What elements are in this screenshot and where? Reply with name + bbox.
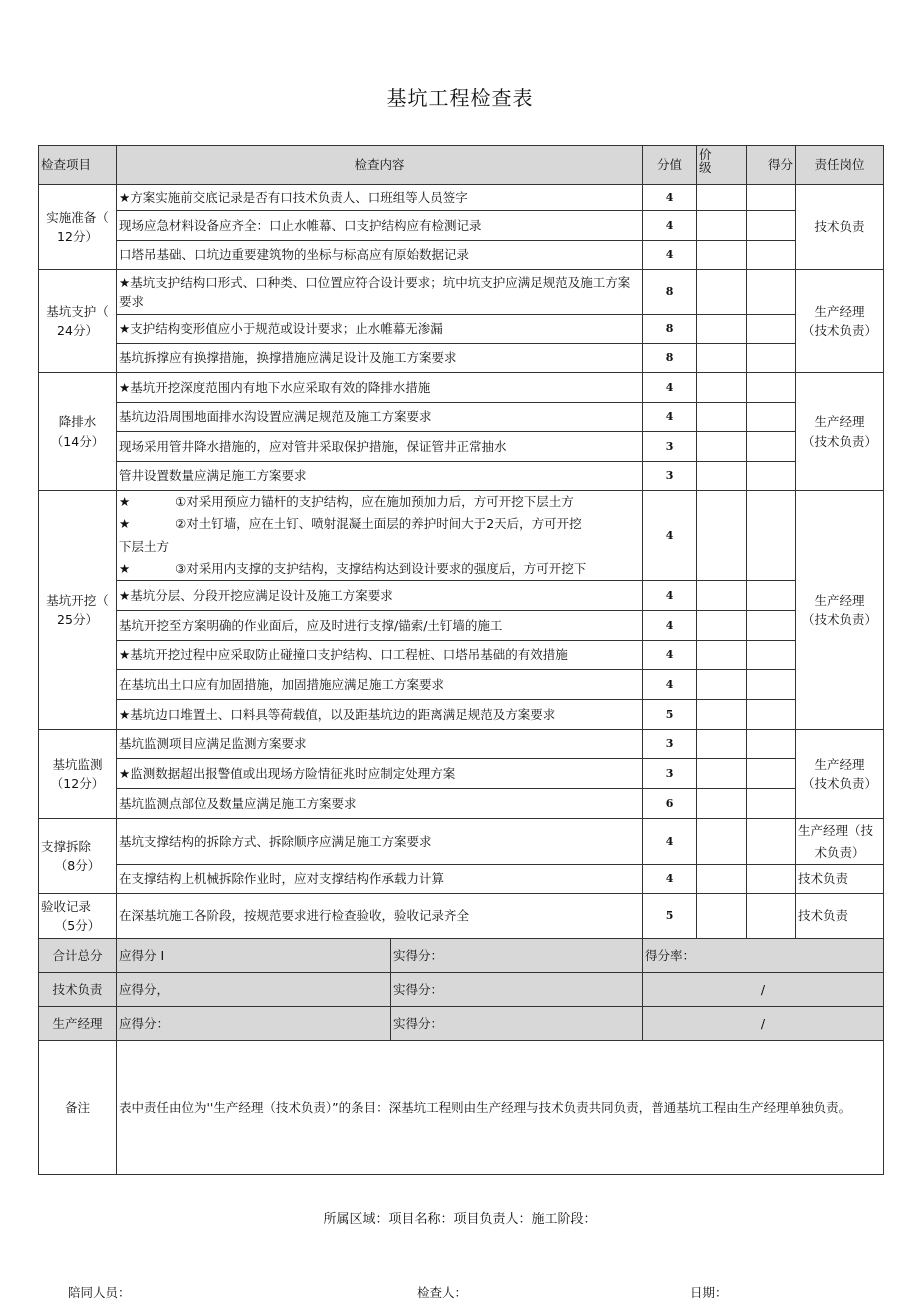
level-cell[interactable] bbox=[697, 894, 747, 939]
check-content: 基坑开挖至方案明确的作业面后，应及时进行支撑/锚索/土钉墙的施工 bbox=[117, 611, 643, 641]
table-row bbox=[39, 344, 884, 373]
check-content: 基坑边沿周围地面排水沟设置应满足规范及施工方案要求 bbox=[117, 403, 643, 432]
table-row bbox=[39, 700, 884, 730]
table-row bbox=[39, 730, 884, 759]
got-cell[interactable] bbox=[747, 462, 796, 491]
star-mark: ★ bbox=[119, 560, 131, 576]
level-cell[interactable] bbox=[697, 641, 747, 670]
table-row bbox=[39, 491, 884, 581]
check-content: 基坑监测点部位及数量应满足施工方案要求 bbox=[117, 789, 643, 819]
responsible-post bbox=[796, 373, 884, 491]
check-content: 口塔吊基础、口坑边重要建筑物的坐标与标高应有原始数据记录 bbox=[117, 241, 643, 270]
table-row bbox=[39, 432, 884, 462]
footer-companions: 陪同人员： bbox=[68, 1285, 131, 1300]
notes-text: 表中责任由位为''生产经理（技术负责）”的条目：深基坑工程则由生产经理与技术负责共同负责，普通基坑工程由生产经理单独负责。 bbox=[117, 1041, 884, 1175]
score-value: 4 bbox=[643, 373, 697, 403]
check-content: 在基坑出土口应有加固措施，加固措施应满足施工方案要求 bbox=[117, 670, 643, 700]
got-cell[interactable] bbox=[747, 670, 796, 700]
star-mark: ★ bbox=[119, 516, 131, 532]
got-cell[interactable] bbox=[747, 241, 796, 270]
level-cell[interactable] bbox=[697, 315, 747, 344]
level-cell[interactable] bbox=[697, 241, 747, 270]
score-value: 3 bbox=[643, 759, 697, 789]
score-value: 4 bbox=[643, 611, 697, 641]
content-text: ②对土钉墙，应在土钉、喷射混凝土面层的养护时间大于2天后，方可开挖 bbox=[175, 516, 582, 532]
got-cell[interactable] bbox=[747, 730, 796, 759]
score-value: 3 bbox=[643, 462, 697, 491]
check-content: 基坑监测项目应满足监测方案要求 bbox=[117, 730, 643, 759]
got-cell[interactable] bbox=[747, 819, 796, 865]
level-cell[interactable] bbox=[697, 403, 747, 432]
level-cell[interactable] bbox=[697, 491, 747, 581]
score-value: 6 bbox=[643, 789, 697, 819]
score-value: 3 bbox=[643, 432, 697, 462]
got-cell[interactable] bbox=[747, 759, 796, 789]
resp-line: 术负责） bbox=[814, 844, 865, 860]
table-row bbox=[39, 894, 884, 939]
section-name bbox=[39, 491, 117, 730]
section-name bbox=[39, 373, 117, 491]
got-cell[interactable] bbox=[747, 581, 796, 611]
summary-prod-actual[interactable]: 实得分： bbox=[391, 1007, 643, 1041]
got-cell[interactable] bbox=[747, 700, 796, 730]
check-content: ★基坑边口堆置土、口料具等荷载值，以及距基坑边的距离满足规范及方案要求 bbox=[117, 700, 643, 730]
got-cell[interactable] bbox=[747, 611, 796, 641]
responsible-post: 技术负责 bbox=[796, 894, 884, 939]
section-name bbox=[39, 270, 117, 373]
responsible-post: 技术负责 bbox=[796, 865, 884, 894]
check-content: ★方案实施前交底记录是否有口技术负责人、口班组等人员签字 bbox=[117, 185, 643, 211]
resp-line: 生产经理 bbox=[814, 303, 865, 319]
level-cell[interactable] bbox=[697, 185, 747, 211]
summary-tech-row bbox=[39, 973, 884, 1007]
resp-line: （技术负责） bbox=[802, 776, 878, 791]
check-content: 管井设置数量应满足施工方案要求 bbox=[117, 462, 643, 491]
score-value: 4 bbox=[643, 641, 697, 670]
check-content: 基坑拆撑应有换撑措施，换撑措施应满足设计及施工方案要求 bbox=[117, 344, 643, 373]
score-value: 4 bbox=[643, 819, 697, 865]
inspection-table bbox=[38, 145, 884, 1175]
resp-line: （技术负责） bbox=[802, 323, 878, 338]
section-name-line: 支撑拆除 bbox=[41, 838, 92, 854]
level-cell[interactable] bbox=[697, 462, 747, 491]
section-name-line: 24分） bbox=[57, 323, 98, 338]
resp-line: 生产经理 bbox=[814, 592, 865, 608]
section-name-line: （8分） bbox=[54, 858, 101, 873]
score-value: 8 bbox=[643, 270, 697, 315]
footer-date: 日期： bbox=[690, 1285, 728, 1300]
section-name bbox=[39, 730, 117, 819]
check-content-multi bbox=[117, 491, 643, 581]
header-level bbox=[697, 146, 747, 185]
table-row bbox=[39, 865, 884, 894]
page-title: 基坑工程检查表 bbox=[386, 86, 534, 110]
score-value: 4 bbox=[643, 670, 697, 700]
check-content: ★支护结构变形值应小于规范或设计要求；止水帷幕无渗漏 bbox=[117, 315, 643, 344]
responsible-post bbox=[796, 819, 884, 865]
section-name-line: 基坑监测 bbox=[52, 756, 103, 772]
got-cell[interactable] bbox=[747, 491, 796, 581]
notes-label: 备注 bbox=[39, 1041, 117, 1175]
got-cell[interactable] bbox=[747, 432, 796, 462]
got-cell[interactable] bbox=[747, 789, 796, 819]
check-content: ★监测数据超出报警值或出现场方险情征兆时应制定处理方案 bbox=[117, 759, 643, 789]
level-cell[interactable] bbox=[697, 865, 747, 894]
level-cell[interactable] bbox=[697, 700, 747, 730]
got-cell[interactable] bbox=[747, 344, 796, 373]
check-content: 在深基坑施工各阶段，按规范要求进行检查验收，验收记录齐全 bbox=[117, 894, 643, 939]
level-cell[interactable] bbox=[697, 670, 747, 700]
summary-tech-label: 技术负责 bbox=[39, 973, 117, 1007]
got-cell[interactable] bbox=[747, 894, 796, 939]
score-value: 3 bbox=[643, 730, 697, 759]
level-cell[interactable] bbox=[697, 581, 747, 611]
section-name-line: 基坑开挖（ bbox=[46, 592, 109, 608]
check-content: 现场应急材料设备应齐全：口止水帷幕、口支护结构应有检测记录 bbox=[117, 211, 643, 241]
summary-tech-actual[interactable]: 实得分： bbox=[391, 973, 643, 1007]
level-cell[interactable] bbox=[697, 373, 747, 403]
responsible-post bbox=[796, 730, 884, 819]
resp-line: （技术负责） bbox=[802, 612, 878, 627]
table-row bbox=[39, 670, 884, 700]
footer-inspector: 检查人： bbox=[417, 1285, 468, 1300]
section-name-line: 实施准备（ bbox=[46, 209, 109, 225]
summary-total-actual[interactable]: 实得分： bbox=[391, 939, 643, 973]
section-name-line: 降排水 bbox=[58, 414, 97, 430]
header-row bbox=[39, 146, 884, 185]
level-cell[interactable] bbox=[697, 344, 747, 373]
level-cell[interactable] bbox=[697, 789, 747, 819]
section-name bbox=[39, 185, 117, 270]
score-value: 8 bbox=[643, 344, 697, 373]
header-resp: 责任岗位 bbox=[796, 146, 884, 185]
resp-line: （技术负责） bbox=[802, 433, 878, 449]
score-value: 4 bbox=[643, 403, 697, 432]
score-value: 5 bbox=[643, 894, 697, 939]
got-cell[interactable] bbox=[747, 373, 796, 403]
table-row bbox=[39, 819, 884, 865]
section-name-line: 12分） bbox=[57, 229, 98, 244]
summary-total-row bbox=[39, 939, 884, 973]
resp-line: 技术负责 bbox=[814, 219, 865, 235]
table-row bbox=[39, 462, 884, 491]
level-cell[interactable] bbox=[697, 432, 747, 462]
section-name-line: （14分） bbox=[50, 433, 105, 449]
score-value: 4 bbox=[643, 491, 697, 581]
header-got: 得分 bbox=[747, 146, 796, 185]
check-content: ★基坑开挖深度范围内有地下水应采取有效的降排水措施 bbox=[117, 373, 643, 403]
table-row bbox=[39, 373, 884, 403]
summary-prod-should[interactable]: 应得分： bbox=[117, 1007, 391, 1041]
got-cell[interactable] bbox=[747, 641, 796, 670]
summary-prod-row bbox=[39, 1007, 884, 1041]
check-content: 在支撑结构上机械拆除作业时，应对支撑结构作承载力计算 bbox=[117, 865, 643, 894]
got-cell[interactable] bbox=[747, 865, 796, 894]
responsible-post bbox=[796, 270, 884, 373]
section-name-line: （12分） bbox=[50, 776, 105, 791]
summary-tech-slash: / bbox=[643, 973, 884, 1007]
responsible-post bbox=[796, 491, 884, 730]
got-cell[interactable] bbox=[747, 211, 796, 241]
section-name-line: 基坑支护（ bbox=[46, 303, 109, 319]
table-row bbox=[39, 581, 884, 611]
star-mark: ★ bbox=[119, 494, 131, 509]
table-row bbox=[39, 185, 884, 211]
table-row bbox=[39, 211, 884, 241]
score-value: 8 bbox=[643, 315, 697, 344]
content-line bbox=[119, 513, 640, 535]
score-value: 4 bbox=[643, 581, 697, 611]
content-text: ③对采用内支撑的支护结构，支撑结构达到设计要求的强度后，方可开挖下 bbox=[175, 560, 587, 576]
level-cell[interactable] bbox=[697, 759, 747, 789]
table-row bbox=[39, 403, 884, 432]
summary-tech-should[interactable]: 应得分， bbox=[117, 973, 391, 1007]
score-value: 4 bbox=[643, 865, 697, 894]
check-content: ★基坑开挖过程中应采取防止碰撞口支护结构、口工程桩、口塔吊基础的有效措施 bbox=[117, 641, 643, 670]
check-content: ★基坑分层、分段开挖应满足设计及施工方案要求 bbox=[117, 581, 643, 611]
table-row bbox=[39, 270, 884, 315]
check-content: ★基坑支护结构口形式、口种类、口位置应符合设计要求；坑中坑支护应满足规范及施工方案要求 bbox=[117, 270, 643, 315]
content-line bbox=[119, 491, 640, 513]
score-value: 4 bbox=[643, 211, 697, 241]
summary-total-rate[interactable]: 得分率： bbox=[643, 939, 884, 973]
header-score: 分值 bbox=[643, 146, 697, 185]
level-cell[interactable] bbox=[697, 611, 747, 641]
resp-line: 生产经理 bbox=[814, 756, 865, 772]
summary-total-should[interactable]: 应得分 I bbox=[117, 939, 391, 973]
summary-total-label: 合计总分 bbox=[39, 939, 117, 973]
table-row bbox=[39, 611, 884, 641]
summary-prod-label: 生产经理 bbox=[39, 1007, 117, 1041]
table-row bbox=[39, 789, 884, 819]
responsible-post bbox=[796, 185, 884, 270]
got-cell[interactable] bbox=[747, 185, 796, 211]
section-name bbox=[39, 894, 117, 939]
level-cell[interactable] bbox=[697, 270, 747, 315]
section-name-line: 25分） bbox=[57, 612, 98, 627]
resp-line: 生产经理 bbox=[814, 414, 865, 430]
got-cell[interactable] bbox=[747, 270, 796, 315]
content-text: ①对采用预应力锚杆的支护结构，应在施加预加力后，方可开挖下层土方 bbox=[175, 494, 574, 509]
table-row bbox=[39, 759, 884, 789]
table-row bbox=[39, 241, 884, 270]
notes-row bbox=[39, 1041, 884, 1175]
level-cell[interactable] bbox=[697, 730, 747, 759]
resp-line: 生产经理（技 bbox=[798, 823, 874, 839]
check-content: 现场采用管井降水措施的，应对管井采取保护措施，保证管井正常抽水 bbox=[117, 432, 643, 462]
score-value: 4 bbox=[643, 185, 697, 211]
got-cell[interactable] bbox=[747, 403, 796, 432]
header-level-text: 价级 bbox=[699, 147, 712, 176]
header-item: 检查项目 bbox=[39, 146, 117, 185]
content-line: 下层土方 bbox=[119, 538, 170, 554]
header-content: 检查内容 bbox=[117, 146, 643, 185]
footer-project-info: 所属区域：项目名称：项目负责人：施工阶段： bbox=[323, 1212, 597, 1227]
check-content: 基坑支撑结构的拆除方式、拆除顺序应满足施工方案要求 bbox=[117, 819, 643, 865]
score-value: 5 bbox=[643, 700, 697, 730]
section-name bbox=[39, 819, 117, 894]
table-row bbox=[39, 315, 884, 344]
level-cell[interactable] bbox=[697, 211, 747, 241]
table-row bbox=[39, 641, 884, 670]
got-cell[interactable] bbox=[747, 315, 796, 344]
level-cell[interactable] bbox=[697, 819, 747, 865]
content-line bbox=[119, 558, 640, 580]
summary-prod-slash: / bbox=[643, 1007, 884, 1041]
score-value: 4 bbox=[643, 241, 697, 270]
section-name-line: （5分） bbox=[54, 918, 101, 933]
section-name-line: 验收记录 bbox=[41, 898, 92, 914]
